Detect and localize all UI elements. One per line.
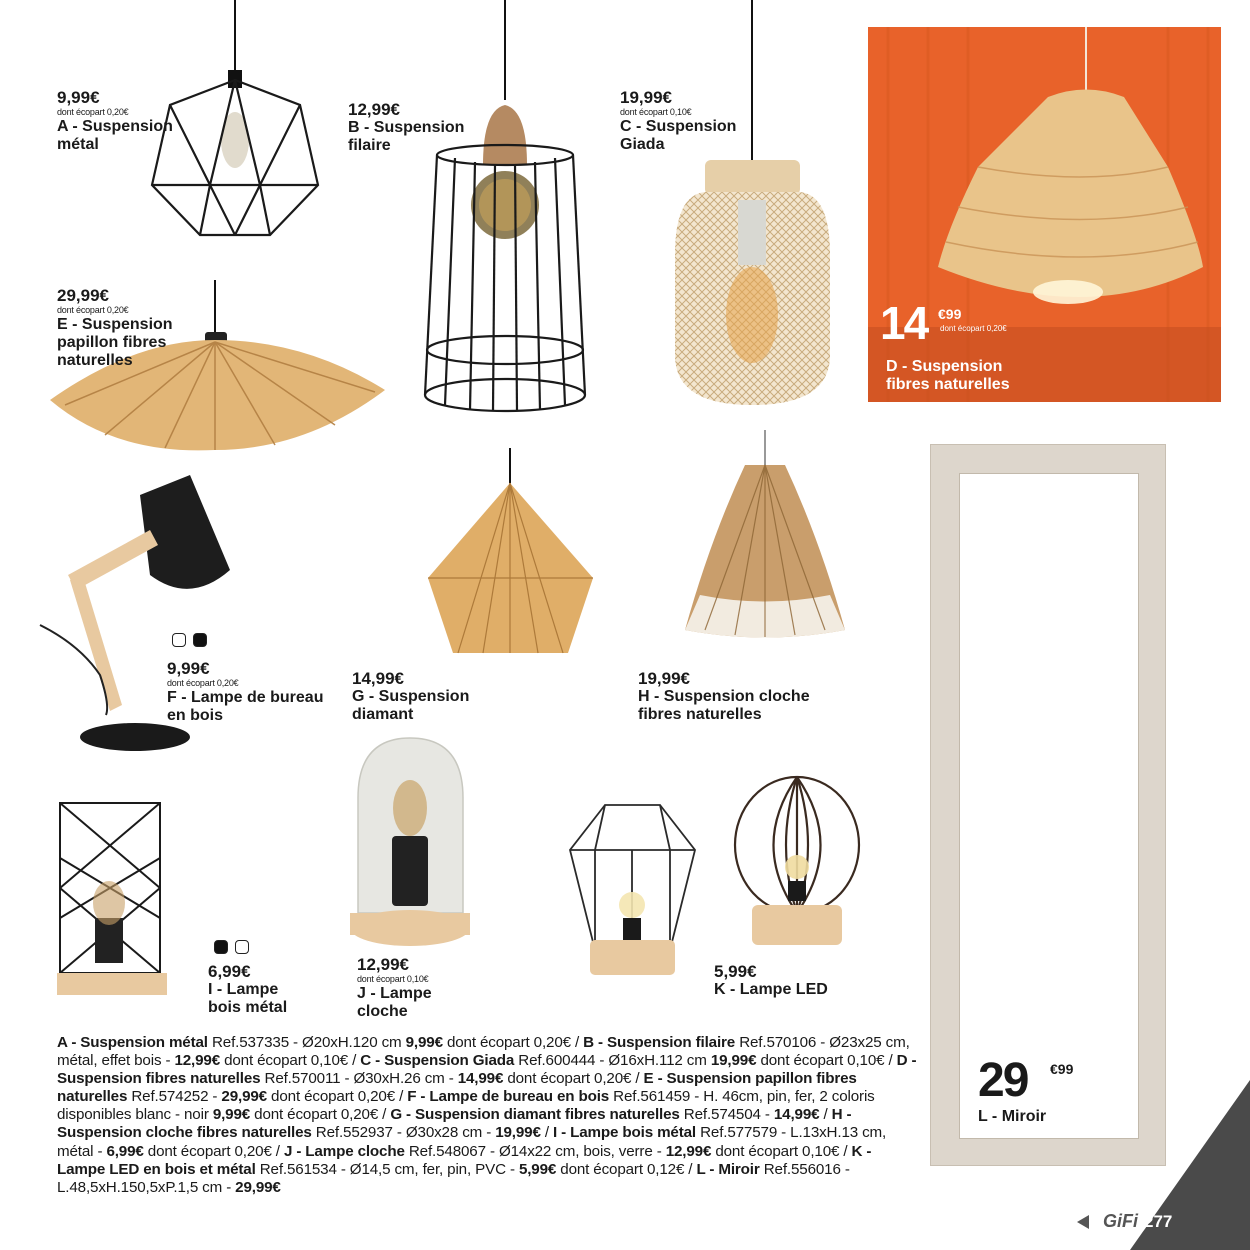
description-bold-segment: G - Suspension diamant fibres naturelles <box>390 1106 684 1124</box>
product-name-l: L - Miroir <box>978 1108 1047 1125</box>
product-name-c-line1: C - Suspension <box>620 118 737 135</box>
product-name-a <box>57 118 173 154</box>
product-name-b-line1: B - Suspension <box>348 119 465 136</box>
description-segment: dont écopart 0,10€ / <box>756 1052 897 1070</box>
description-bold-segment: K - Lampe LED en bois et métal <box>57 1142 872 1178</box>
ecopart-f: dont écopart 0,20€ <box>167 678 239 688</box>
product-label-b <box>348 101 464 155</box>
lamp-cage-k-image <box>730 775 865 950</box>
color-swatch-white-i[interactable] <box>235 940 249 954</box>
description-segment: dont écopart 0,20€ / <box>143 1142 284 1160</box>
product-name-f-line1: F - Lampe de bureau <box>167 689 324 706</box>
ecopart-c: dont écopart 0,10€ <box>620 107 692 117</box>
description-bold-segment: 6,99€ <box>106 1142 144 1160</box>
description-segment: dont écopart 0,20€ / <box>266 1088 408 1106</box>
price-f: 9,99€ <box>167 659 210 678</box>
description-segment: Ref.570106 - Ø23x25 cm, métal, effet bois - <box>57 1034 910 1070</box>
description-segment: dont écopart 0,12€ / <box>556 1160 697 1178</box>
description-segment: Ref.556016 - L.48,5xH.150,5xP.1,5 cm - <box>57 1160 850 1196</box>
product-label-f <box>167 660 323 725</box>
arrow-left-icon[interactable] <box>1075 1214 1091 1230</box>
price-k: 5,99€ <box>714 962 757 981</box>
description-bold-segment: 29,99€ <box>221 1088 267 1106</box>
pendant-mesh-c-image <box>670 0 835 410</box>
ecopart-e: dont écopart 0,20€ <box>57 305 129 315</box>
product-label-c <box>620 89 736 154</box>
price-l-cents: €99 <box>1050 1061 1074 1077</box>
description-segment: / <box>819 1106 832 1124</box>
description-bold-segment: J - Lampe cloche <box>283 1142 409 1160</box>
description-segment: dont écopart 0,20€ / <box>250 1106 391 1124</box>
price-i: 6,99€ <box>208 962 251 981</box>
product-name-g-line1: G - Suspension <box>352 688 470 705</box>
description-segment: dont écopart 0,20€ / <box>503 1070 644 1088</box>
description-bold-segment: L - Miroir <box>696 1160 764 1178</box>
description-bold-segment: H - Suspension cloche fibres naturelles <box>57 1106 852 1142</box>
price-l-main: 29 <box>978 1054 1028 1107</box>
description-bold-segment: 9,99€ <box>212 1106 251 1124</box>
product-label-j <box>357 956 432 1021</box>
description-bold-segment: 12,99€ <box>174 1052 220 1070</box>
description-bold-segment: 14,99€ <box>457 1070 504 1088</box>
price-d-main: 14 <box>880 297 928 349</box>
description-segment: dont écopart 0,10€ / <box>220 1052 361 1070</box>
description-bold-segment: 5,99€ <box>518 1160 557 1178</box>
description-bold-segment: F - Lampe de bureau en bois <box>407 1088 614 1106</box>
pendant-bell-h-image <box>680 430 850 645</box>
product-label-e <box>57 287 173 370</box>
description-bold-segment: 19,99€ <box>495 1124 541 1142</box>
description-segment: Ref.570011 - Ø30xH.26 cm - <box>264 1070 458 1088</box>
description-bold-segment: B - Suspension filaire <box>583 1034 740 1051</box>
description-segment: Ref.552937 - Ø30x28 cm - <box>315 1124 496 1142</box>
description-segment: dont écopart 0,20€ / <box>442 1034 584 1051</box>
product-name-e <box>57 316 173 370</box>
mirror-l-image <box>931 445 1165 1165</box>
product-name-h-line1: H - Suspension cloche <box>638 688 810 705</box>
description-segment: Ref.574504 - <box>683 1106 774 1124</box>
description-segment: Ref.548067 - Ø14x22 cm, bois, verre - <box>408 1142 666 1160</box>
product-name-i-line1: I - Lampe <box>208 981 279 998</box>
product-name-d-line1: D - Suspension <box>886 358 1003 375</box>
description-segment: Ref.574252 - <box>131 1088 222 1106</box>
price-j: 12,99€ <box>357 955 409 974</box>
price-a: 9,99€ <box>57 88 100 107</box>
color-swatch-black-f[interactable] <box>193 633 207 647</box>
description-bold-segment: 9,99€ <box>405 1034 443 1051</box>
product-name-c-line2: Giada <box>620 136 665 153</box>
description-bold-segment: A - Suspension métal <box>57 1034 212 1051</box>
product-name-g-line2: diamant <box>352 706 414 723</box>
product-name-b <box>348 119 464 155</box>
color-swatch-white-f[interactable] <box>172 633 186 647</box>
product-name-i <box>208 981 287 1017</box>
product-label-g <box>352 670 469 724</box>
description-segment: Ref.561459 - H. 46cm, pin, fer, 2 coloris disponibles blanc - noir <box>57 1088 875 1124</box>
product-name-b-line2: filaire <box>348 137 391 154</box>
description-segment: Ref.537335 - Ø20xH.120 cm <box>211 1034 406 1051</box>
ecopart-j: dont écopart 0,10€ <box>357 974 429 984</box>
product-description-paragraph <box>57 1034 917 1197</box>
product-name-j <box>357 985 432 1021</box>
product-name-e-line3: naturelles <box>57 352 133 369</box>
mirror-glass <box>959 473 1139 1139</box>
product-name-h-line2: fibres naturelles <box>638 706 762 723</box>
price-b: 12,99€ <box>348 100 400 119</box>
description-bold-segment: 29,99€ <box>235 1178 281 1196</box>
lamp-metal-i-image <box>55 798 175 1008</box>
description-segment: Ref.577579 - L.13xH.13 cm, métal - <box>57 1124 887 1160</box>
product-name-i-line2: bois métal <box>208 999 288 1016</box>
color-swatch-black-i[interactable] <box>214 940 228 954</box>
description-bold-segment: D - Suspension fibres naturelles <box>57 1052 917 1088</box>
price-g: 14,99€ <box>352 669 404 688</box>
description-segment: Ref.600444 - Ø16xH.112 cm <box>518 1052 711 1070</box>
description-bold-segment: I - Lampe bois métal <box>553 1124 701 1142</box>
pendant-wire-b-image <box>415 0 595 415</box>
product-name-f <box>167 689 323 725</box>
price-e: 29,99€ <box>57 286 109 305</box>
page-number: 277 <box>1144 1212 1173 1231</box>
product-label-a <box>57 89 173 154</box>
description-bold-segment: 19,99€ <box>710 1052 757 1070</box>
description-segment: / <box>540 1124 553 1142</box>
product-name-e-line2: papillon fibres <box>57 334 167 351</box>
product-name-d-line2: fibres naturelles <box>886 376 1010 393</box>
lamp-cloche-j-image <box>348 738 473 958</box>
product-label-k <box>714 963 828 999</box>
description-bold-segment: 14,99€ <box>773 1106 820 1124</box>
product-name-g <box>352 688 469 724</box>
product-name-a-line1: A - Suspension <box>57 118 173 135</box>
price-h: 19,99€ <box>638 669 690 688</box>
description-bold-segment: 12,99€ <box>665 1142 712 1160</box>
pendant-diamond-g-image <box>418 448 603 663</box>
ecopart-a: dont écopart 0,20€ <box>57 107 129 117</box>
price-d-cents: €99 <box>938 306 962 322</box>
product-label-h <box>638 670 810 724</box>
description-segment: dont écopart 0,10€ / <box>711 1142 852 1160</box>
price-c: 19,99€ <box>620 88 672 107</box>
product-name-f-line2: en bois <box>167 707 224 724</box>
product-label-i <box>208 963 287 1017</box>
description-bold-segment: E - Suspension papillon fibres naturelles <box>57 1070 857 1106</box>
description-segment: Ref.561534 - Ø14,5 cm, fer, pin, PVC - <box>259 1160 519 1178</box>
brand-logo: GiFi <box>1103 1211 1138 1231</box>
product-name-k <box>714 981 828 999</box>
product-name-j-line2: cloche <box>357 1003 408 1020</box>
description-bold-segment: C - Suspension Giada <box>360 1052 519 1070</box>
product-name-c <box>620 118 736 154</box>
product-name-h <box>638 688 810 724</box>
product-name-e-line1: E - Suspension <box>57 316 173 333</box>
product-name-a-line2: métal <box>57 136 99 153</box>
lamp-led-k-image <box>565 800 700 980</box>
product-name-j-line1: J - Lampe <box>357 985 432 1002</box>
ecopart-d: dont écopart 0,20€ <box>940 324 1007 333</box>
product-name-k-line1: K - Lampe LED <box>714 981 828 998</box>
product-name-d <box>886 358 1010 394</box>
